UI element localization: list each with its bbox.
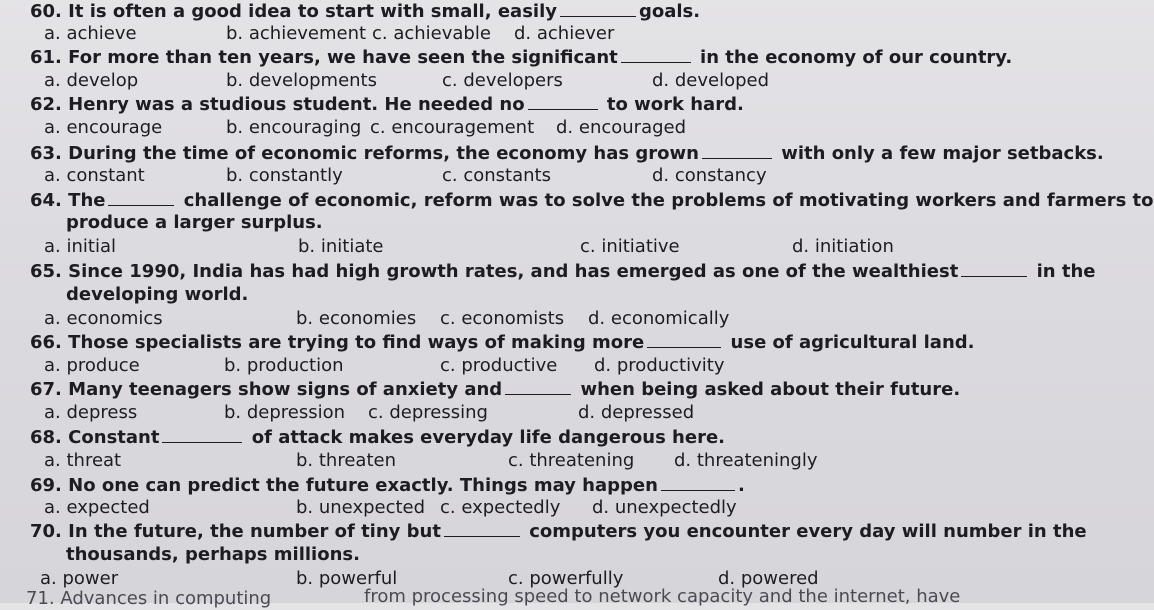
- option-b: b. powerful: [296, 568, 398, 589]
- cutoff-left-text: 71. Advances in computing: [26, 588, 272, 609]
- option-d: d. depressed: [578, 402, 695, 423]
- option-c: c. achievable: [372, 23, 491, 44]
- question-text: 70. In the future, the number of tiny but computers you encounter every day will number in the: [30, 521, 1087, 542]
- option-a: a. initial: [44, 236, 116, 257]
- option-c: c. productive: [440, 355, 558, 376]
- option-d: d. initiation: [792, 236, 894, 257]
- option-b: b. encouraging: [226, 117, 362, 138]
- option-a: a. encourage: [44, 117, 163, 138]
- option-a: a. produce: [44, 355, 140, 376]
- question-text: 68. Constant of attack makes everyday life dangerous here.: [30, 427, 725, 448]
- option-c: c. depressing: [368, 402, 488, 423]
- option-a: a. power: [40, 568, 119, 589]
- option-d: d. productivity: [594, 355, 725, 376]
- question-text: 63. During the time of economic reforms, the economy has grown with only a few major setbacks.: [30, 143, 1104, 164]
- answer-blank: [162, 426, 242, 443]
- question-text: 66. Those specialists are trying to find ways of making more use of agricultural land.: [30, 332, 975, 353]
- cutoff-right-text: from processing speed to network capacity and the internet, have: [364, 586, 961, 607]
- option-d: d. threateningly: [674, 450, 818, 471]
- question-text: 62. Henry was a studious student. He needed no to work hard.: [30, 94, 744, 115]
- answer-blank: [560, 0, 636, 17]
- option-c: c. economists: [440, 308, 565, 329]
- option-d: d. developed: [652, 70, 770, 91]
- option-d: d. powered: [718, 568, 819, 589]
- option-a: a. constant: [44, 165, 145, 186]
- option-a: a. expected: [44, 497, 150, 518]
- option-b: b. initiate: [298, 236, 384, 257]
- cutoff-line: [0, 586, 1024, 609]
- option-c: c. threatening: [508, 450, 635, 471]
- option-d: d. constancy: [652, 165, 767, 186]
- answer-blank: [108, 189, 174, 206]
- option-c: c. initiative: [580, 236, 680, 257]
- question-text: 60. It is often a good idea to start with small, easily goals.: [30, 1, 701, 22]
- option-d: d. unexpectedly: [592, 497, 737, 518]
- question-text-continued: produce a larger surplus.: [66, 212, 323, 233]
- option-b: b. economies: [296, 308, 417, 329]
- option-a: a. develop: [44, 70, 139, 91]
- answer-blank: [505, 378, 571, 395]
- option-c: c. developers: [442, 70, 563, 91]
- option-c: c. expectedly: [440, 497, 561, 518]
- answer-blank: [528, 93, 598, 110]
- question-text: 61. For more than ten years, we have seen the significant in the economy of our country.: [30, 47, 1013, 68]
- option-b: b. production: [224, 355, 344, 376]
- option-a: a. threat: [44, 450, 122, 471]
- option-a: a. depress: [44, 402, 138, 423]
- option-a: a. achieve: [44, 23, 137, 44]
- question-text-continued: developing world.: [66, 284, 249, 305]
- answer-blank: [647, 331, 721, 348]
- option-d: d. achiever: [514, 23, 615, 44]
- option-c: c. constants: [442, 165, 551, 186]
- option-b: b. depression: [224, 402, 346, 423]
- option-b: b. threaten: [296, 450, 396, 471]
- question-text: 69. No one can predict the future exactly. Things may happen .: [30, 475, 745, 496]
- question-text: 67. Many teenagers show signs of anxiety and when being asked about their future.: [30, 379, 961, 400]
- option-d: d. encouraged: [556, 117, 687, 138]
- answer-blank: [444, 520, 520, 537]
- option-b: b. unexpected: [296, 497, 426, 518]
- answer-blank: [621, 46, 691, 63]
- option-a: a. economics: [44, 308, 163, 329]
- answer-blank: [961, 260, 1027, 277]
- option-d: d. economically: [588, 308, 730, 329]
- answer-blank: [661, 474, 735, 491]
- question-text: 65. Since 1990, India has had high growth rates, and has emerged as one of the wealthiest in the: [30, 261, 1096, 282]
- option-b: b. achievement: [226, 23, 367, 44]
- question-text: 64. The challenge of economic, reform was to solve the problems of motivating workers and farmers to: [30, 190, 1154, 211]
- option-c: c. encouragement: [370, 117, 535, 138]
- option-c: c. powerfully: [508, 568, 624, 589]
- question-text-continued: thousands, perhaps millions.: [66, 544, 360, 565]
- answer-blank: [702, 142, 772, 159]
- option-b: b. developments: [226, 70, 377, 91]
- option-b: b. constantly: [226, 165, 343, 186]
